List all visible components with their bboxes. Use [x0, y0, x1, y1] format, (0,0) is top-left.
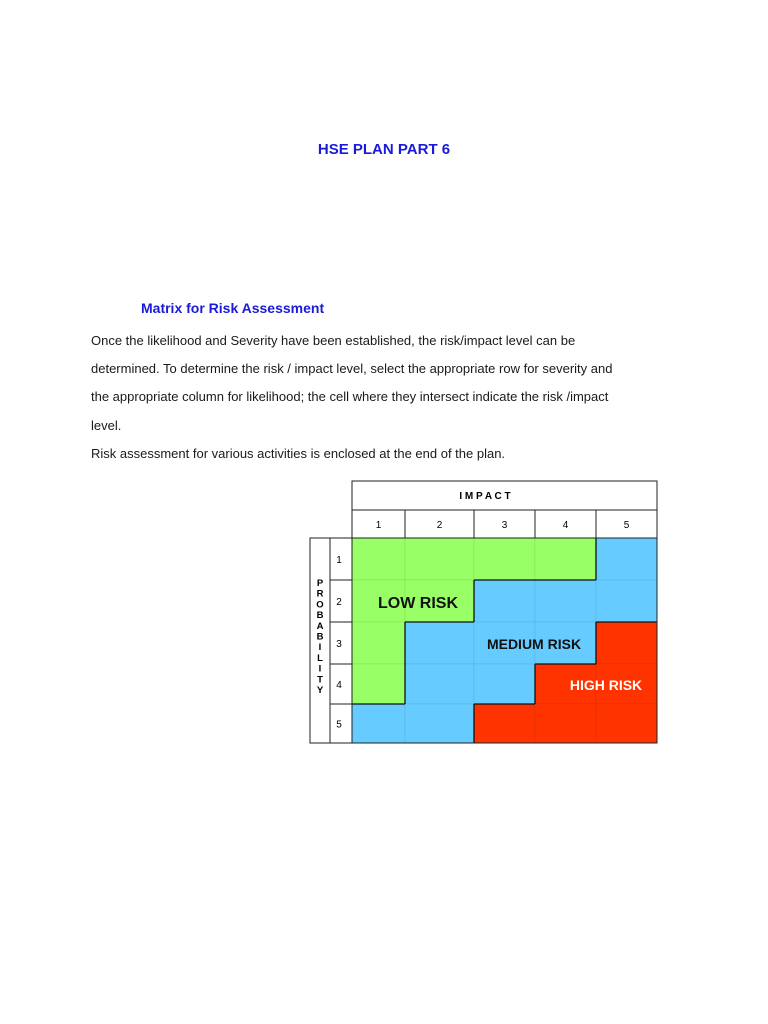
risk-cell-low — [535, 538, 596, 580]
probability-label — [316, 578, 324, 696]
risk-cell-medium — [405, 664, 474, 704]
impact-column-label: 1 — [375, 520, 382, 531]
risk-cell-medium — [405, 622, 474, 664]
section-heading: Matrix for Risk Assessment — [141, 300, 325, 316]
high-risk-label: HIGH RISK — [569, 677, 643, 693]
probability-letter: L — [317, 652, 323, 664]
risk-cell-medium — [596, 580, 657, 622]
paragraph-line: Risk assessment for various activities is enclosed at the end of the plan. — [91, 446, 506, 461]
probability-letter: R — [316, 588, 324, 600]
low-risk-label: LOW RISK — [378, 595, 458, 612]
probability-row-label: 4 — [336, 680, 342, 691]
risk-cell-medium — [474, 580, 535, 622]
probability-row-label: 1 — [336, 555, 342, 566]
probability-letter: T — [317, 674, 323, 686]
probability-letter: A — [316, 620, 324, 632]
impact-column-label: 3 — [501, 520, 508, 531]
probability-letter: I — [318, 663, 322, 675]
paragraph-line: determined. To determine the risk / impact level, select the appropriate row for severity and — [91, 361, 613, 376]
probability-letter: I — [318, 642, 322, 654]
risk-cell-high — [535, 704, 596, 743]
paragraph-line: Once the likelihood and Severity have been established, the risk/impact level can be — [91, 333, 576, 348]
probability-letter: P — [316, 578, 324, 589]
probability-row-label: 3 — [336, 639, 342, 650]
risk-cell-low — [474, 538, 535, 580]
risk-cell-high — [474, 704, 535, 743]
page-title: HSE PLAN PART 6 — [317, 141, 451, 158]
risk-cell-low — [352, 664, 405, 704]
risk-cell-low — [352, 538, 405, 580]
impact-label: I M P A C T — [459, 491, 511, 502]
risk-cell-low — [352, 622, 405, 664]
impact-column-label: 2 — [436, 520, 443, 531]
probability-row-label: 2 — [336, 597, 342, 608]
medium-risk-label: MEDIUM RISK — [486, 636, 582, 652]
risk-cell-medium — [535, 580, 596, 622]
risk-cell-medium — [596, 538, 657, 580]
risk-cell-high — [596, 622, 657, 664]
probability-letter: B — [316, 631, 324, 643]
risk-cell-medium — [405, 704, 474, 743]
probability-letter: O — [316, 599, 324, 611]
paragraph-line: the appropriate column for likelihood; the cell where they intersect indicate the risk /impact — [91, 389, 609, 404]
risk-cell-medium — [352, 704, 405, 743]
risk-cell-medium — [474, 664, 535, 704]
impact-column-label: 5 — [623, 520, 630, 531]
risk-cell-high — [596, 704, 657, 743]
probability-letter: Y — [316, 685, 324, 696]
risk-cell-low — [405, 538, 474, 580]
paragraph-line: level. — [91, 418, 122, 433]
impact-column-label: 4 — [562, 520, 569, 531]
probability-letter: B — [316, 610, 324, 622]
probability-row-label: 5 — [336, 719, 342, 731]
